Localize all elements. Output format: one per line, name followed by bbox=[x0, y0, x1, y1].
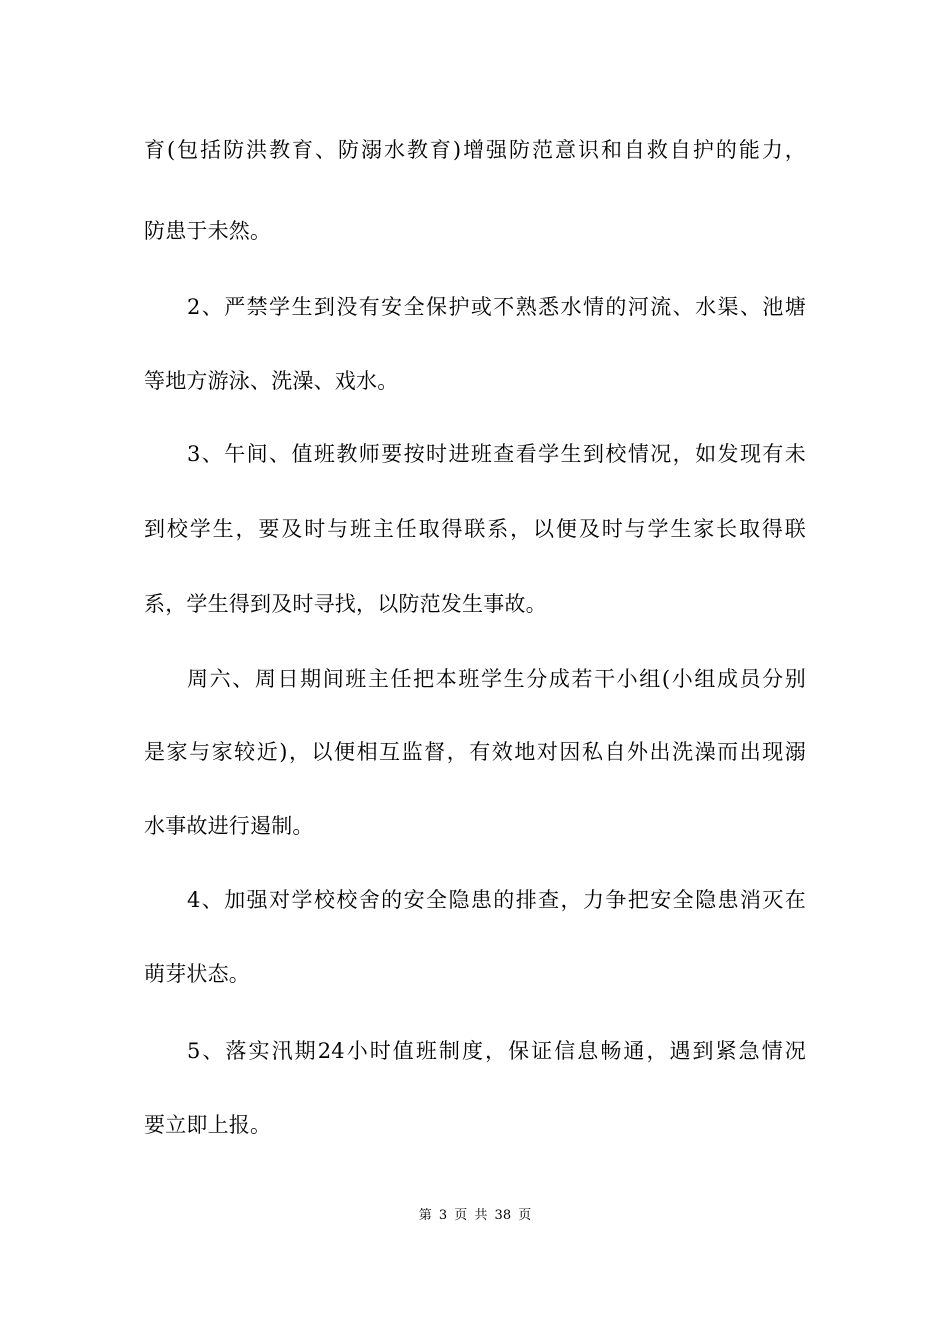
paragraph-6-line-1: 5、落实汛期24小时值班制度，保证信息畅通，遇到紧急情况 bbox=[187, 1039, 806, 1063]
paragraph-5-line-2: 萌芽状态。 bbox=[144, 962, 250, 986]
paragraph-1-line-1: 育(包括防洪教育、防溺水教育)增强防范意识和自救自护的能力， bbox=[144, 138, 806, 162]
paragraph-4-line-3: 水事故进行遏制。 bbox=[144, 814, 314, 838]
paragraph-2-line-2: 等地方游泳、洗澡、戏水。 bbox=[144, 369, 399, 393]
paragraph-2-line-1: 2、严禁学生到没有安全保护或不熟悉水情的河流、水渠、池塘 bbox=[187, 295, 806, 319]
paragraph-6-line-2: 要立即上报。 bbox=[144, 1113, 272, 1137]
paragraph-3-line-2: 到校学生，要及时与班主任取得联系，以便及时与学生家长取得联 bbox=[144, 517, 806, 541]
paragraph-4-line-2: 是家与家较近)，以便相互监督，有效地对因私自外出洗澡而出现溺 bbox=[144, 740, 806, 764]
page-number-footer: 第 3 页 共 38 页 bbox=[418, 1208, 532, 1223]
paragraph-4-line-1: 周六、周日期间班主任把本班学生分成若干小组(小组成员分别 bbox=[187, 667, 806, 691]
paragraph-1-line-2: 防患于未然。 bbox=[144, 219, 272, 243]
paragraph-5-line-1: 4、加强对学校校舍的安全隐患的排查，力争把安全隐患消灭在 bbox=[187, 888, 806, 912]
paragraph-3-line-1: 3、午间、值班教师要按时进班查看学生到校情况，如发现有未 bbox=[187, 442, 806, 466]
paragraph-3-line-3: 系，学生得到及时寻找，以防范发生事故。 bbox=[144, 592, 547, 616]
